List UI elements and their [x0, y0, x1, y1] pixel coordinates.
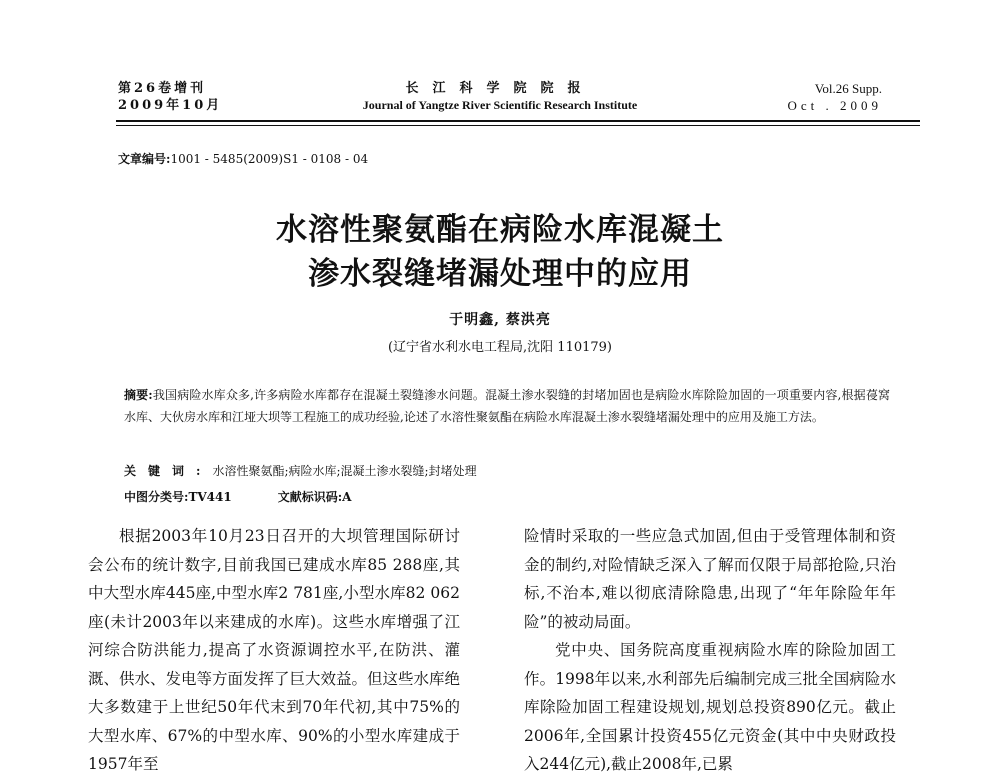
- header-volume-cn: [118, 80, 222, 114]
- header-date-en-line: Oct . 2009: [787, 98, 882, 113]
- paper-authors: 于明鑫, 蔡洪亮: [449, 312, 551, 328]
- body-paragraph: 党中央、国务院高度重视病险水库的除险加固工作。1998年以来,水利部先后编制完成三批全国病险水库除险加固工程建设规划,规划总投资890亿元。截止2006年,全国累计投资455亿元资金(其中中央财政投入244亿元),截止2008年,已累: [524, 641, 896, 773]
- journal-name-cn: 长江科学院院报: [405, 81, 595, 96]
- keywords-label: 关键词:: [124, 464, 213, 478]
- paper-title-line2: 渗水裂缝堵漏处理中的应用: [308, 256, 692, 292]
- doc-code-label: 文献标识码:: [277, 490, 343, 504]
- keywords-text: 水溶性聚氨酯;病险水库;混凝土渗水裂缝;封堵处理: [212, 464, 477, 478]
- classification: [124, 488, 351, 505]
- journal-name-en: Journal of Yangtze River Scientific Research Institute: [362, 98, 638, 112]
- doc-code-value: A: [342, 490, 352, 504]
- header-volume-en-line: Vol.26 Supp.: [814, 81, 882, 96]
- clc-label: 中图分类号:: [124, 490, 189, 504]
- body-paragraph: 根据2003年10月23日召开的大坝管理国际研讨会公布的统计数字,目前我国已建成水库85 288座,其中大型水库445座,中型水库2 781座,小型水库82 062座(未计2003年以来建成的水库)。这些水库增强了江河综合防洪能力,提高了水资源调控水平,在防洪、灌溉、供水、发电等方面发挥了巨大效益。但这些水库绝大多数建于上世纪50年代末到70年代初,其中75%的大型水库、67%的中型水库、90%的小型水库建成于1957年至: [88, 527, 461, 773]
- header-date-cn-line: 2009年10月: [118, 98, 223, 113]
- abstract-label: 摘要:: [124, 388, 153, 402]
- article-id-label: 文章编号:: [118, 152, 171, 166]
- header-rule-thick: [116, 120, 920, 122]
- header-volume-cn-line: 第26卷增刊: [118, 81, 207, 96]
- header-journal-name: [300, 80, 700, 114]
- keywords: [124, 462, 477, 479]
- paper-title: [0, 208, 1000, 296]
- header-rule-thin: [116, 125, 920, 126]
- clc-value: TV441: [188, 490, 232, 504]
- header-volume-en: [787, 80, 882, 114]
- abstract-text: 我国病险水库众多,许多病险水库都存在混凝土裂缝渗水问题。混凝土渗水裂缝的封堵加固也是病险水库除险加固的一项重要内容,根据葠窝水库、大伙房水库和江垭大坝等工程施工的成功经验,论述了水溶性聚氨酯在病险水库混凝土渗水裂缝堵漏处理中的应用及施工方法。: [124, 388, 890, 424]
- paper-affiliation: (辽宁省水利水电工程局,沈阳 110179): [387, 340, 613, 355]
- abstract: [124, 384, 890, 428]
- body-paragraph: 险情时采取的一些应急式加固,但由于受管理体制和资金的制约,对险情缺乏深入了解而仅限于局部抢险,只治标,不治本,难以彻底清除隐患,出现了“年年除险年年险”的被动局面。: [524, 527, 896, 631]
- body-column-right: [524, 522, 896, 779]
- article-id: [118, 150, 368, 167]
- body-column-left: [88, 522, 460, 779]
- paper-title-line1: 水溶性聚氨酯在病险水库混凝土: [276, 212, 724, 248]
- article-id-value: 1001 - 5485(2009)S1 - 0108 - 04: [170, 152, 369, 166]
